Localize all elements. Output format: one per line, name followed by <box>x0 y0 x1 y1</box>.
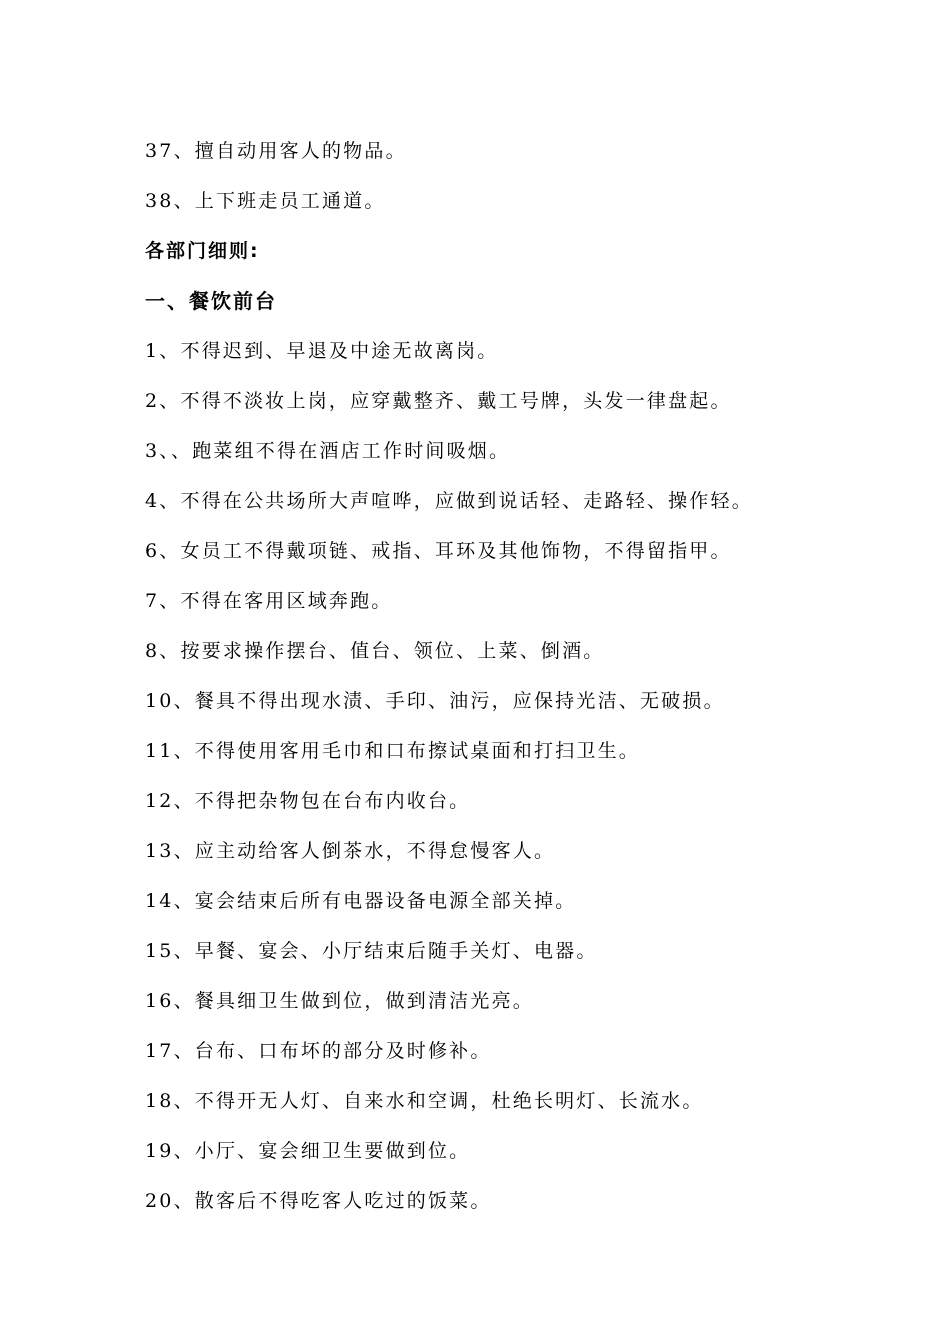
rule-line: 18、不得开无人灯、自来水和空调，杜绝长明灯、长流水。 <box>145 1090 704 1112</box>
rule-line: 10、餐具不得出现水渍、手印、油污，应保持光洁、无破损。 <box>145 690 725 712</box>
rule-line: 14、宴会结束后所有电器设备电源全部关掉。 <box>145 890 577 912</box>
rule-line: 20、散客后不得吃客人吃过的饭菜。 <box>145 1190 492 1212</box>
rule-line: 12、不得把杂物包在台布内收台。 <box>145 790 471 812</box>
rule-line: 17、台布、口布坏的部分及时修补。 <box>145 1040 492 1062</box>
rule-line: 4、不得在公共场所大声喧哗，应做到说话轻、走路轻、操作轻。 <box>145 490 753 512</box>
rule-line: 15、早餐、宴会、小厅结束后随手关灯、电器。 <box>145 940 598 962</box>
rule-line: 6、女员工不得戴项链、戒指、耳环及其他饰物，不得留指甲。 <box>145 540 732 562</box>
section-title: 一、餐饮前台 <box>145 289 277 313</box>
rule-line: 38、上下班走员工通道。 <box>145 190 386 212</box>
rule-line: 1、不得迟到、早退及中途无故离岗。 <box>145 340 499 362</box>
rule-line: 37、擅自动用客人的物品。 <box>145 140 407 162</box>
rule-line: 8、按要求操作摆台、值台、领位、上菜、倒酒。 <box>145 640 605 662</box>
rule-line: 19、小厅、宴会细卫生要做到位。 <box>145 1140 471 1162</box>
rule-line: 16、餐具细卫生做到位，做到清洁光亮。 <box>145 990 534 1012</box>
rule-line: 3、、跑菜组不得在酒店工作时间吸烟。 <box>145 440 511 462</box>
document-body <box>145 132 925 1232</box>
rule-line: 7、不得在客用区域奔跑。 <box>145 590 393 612</box>
department-heading: 各部门细则: <box>145 240 260 262</box>
rule-line: 2、不得不淡妆上岗，应穿戴整齐、戴工号牌，头发一律盘起。 <box>145 390 732 412</box>
rule-line: 13、应主动给客人倒茶水，不得怠慢客人。 <box>145 840 556 862</box>
rule-line: 11、不得使用客用毛巾和口布擦试桌面和打扫卫生。 <box>145 740 640 762</box>
